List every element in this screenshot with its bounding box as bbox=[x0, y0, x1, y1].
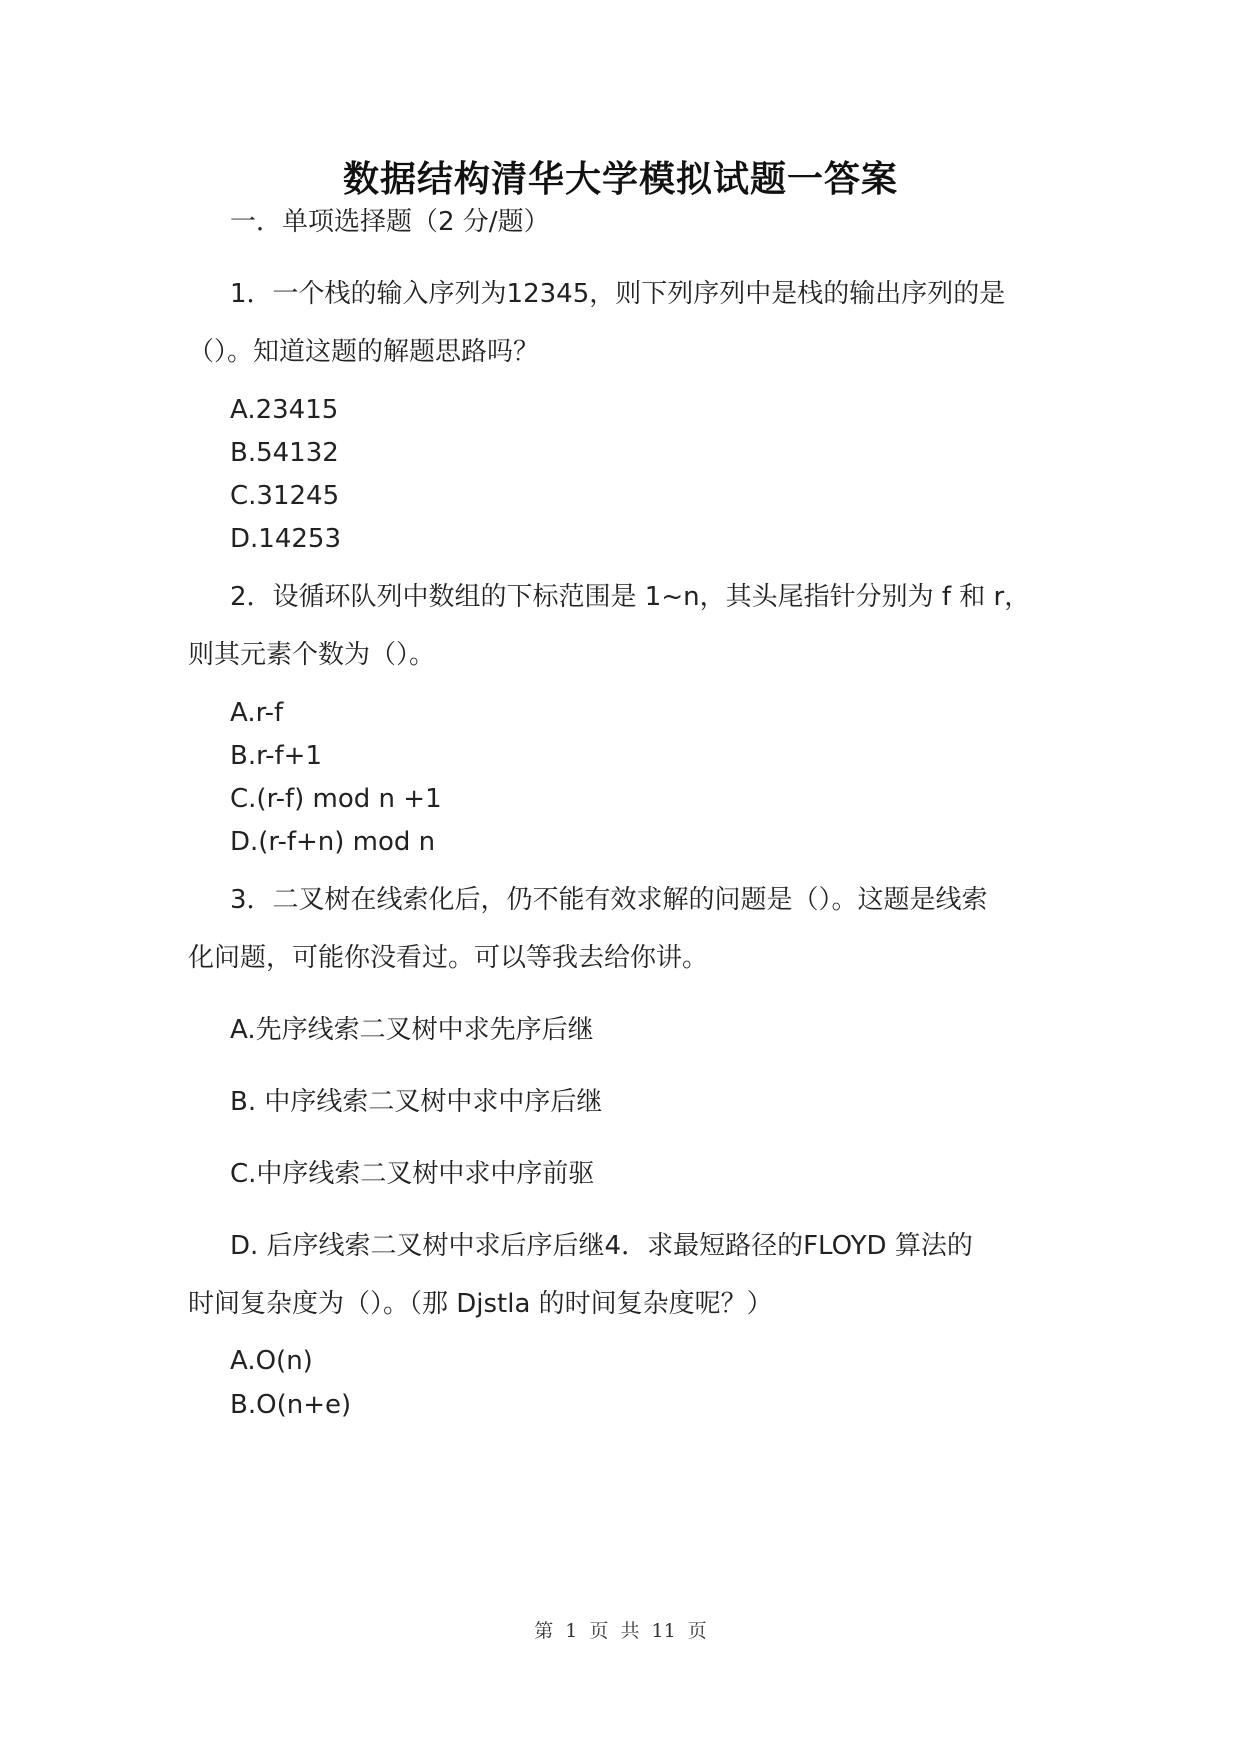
question-3-option-c: C.中序线索二叉树中求中序前驱 bbox=[230, 1159, 595, 1189]
document-title: 数据结构清华大学模拟试题一答案 bbox=[342, 158, 898, 200]
question-2-option-d: D.(r-f+n) mod n bbox=[230, 827, 436, 857]
question-2-line-2: 则其元素个数为（）。 bbox=[188, 640, 436, 670]
question-1-line-1: 1．一个栈的输入序列为12345，则下列序列中是栈的输出序列的是 bbox=[230, 279, 1006, 309]
question-3-line-2: 化问题，可能你没看过。可以等我去给你讲。 bbox=[188, 943, 709, 973]
section-heading: 一．单项选择题（2 分/题） bbox=[230, 207, 550, 237]
question-2-option-b: B.r-f+1 bbox=[230, 741, 322, 771]
question-1-option-b: B.54132 bbox=[230, 438, 339, 468]
question-4-option-b: B.O(n+e) bbox=[230, 1390, 352, 1420]
question-2-line-1: 2．设循环队列中数组的下标范围是 1~n，其头尾指针分别为 f 和 r， bbox=[230, 582, 1031, 612]
question-4-option-a: A.O(n) bbox=[230, 1346, 313, 1376]
page-footer: 第 1 页 共 11 页 bbox=[534, 1620, 707, 1642]
question-2-option-c: C.(r-f) mod n +1 bbox=[230, 784, 442, 814]
question-3-line-1: 3．二叉树在线索化后，仍不能有效求解的问题是（）。这题是线索 bbox=[230, 885, 988, 915]
question-1-option-c: C.31245 bbox=[230, 481, 340, 511]
question-3-option-d: D. 后序线索二叉树中求后序后继4．求最短路径的FLOYD 算法的 bbox=[230, 1231, 973, 1261]
question-1-line-2: （）。知道这题的解题思路吗？ bbox=[188, 337, 540, 367]
question-1-option-a: A.23415 bbox=[230, 395, 339, 425]
question-4-line-2: 时间复杂度为（）。（那 Djstla 的时间复杂度呢？） bbox=[188, 1289, 773, 1319]
question-1-option-d: D.14253 bbox=[230, 524, 341, 554]
question-3-option-a: A.先序线索二叉树中求先序后继 bbox=[230, 1015, 594, 1045]
question-2-option-a: A.r-f bbox=[230, 698, 284, 728]
question-3-option-b: B. 中序线索二叉树中求中序后继 bbox=[230, 1087, 603, 1117]
